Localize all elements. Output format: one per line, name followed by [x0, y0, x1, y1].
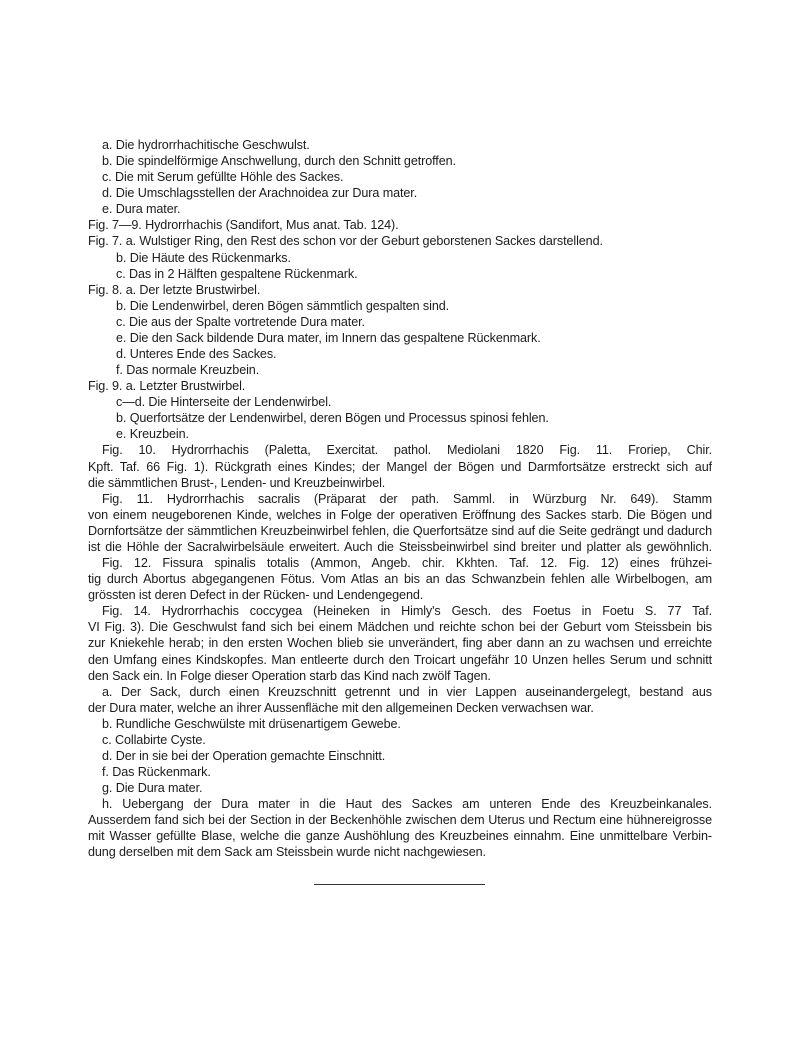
caption-line: b. Rundliche Geschwülste mit drüsenartigem Gewebe. [102, 716, 401, 731]
figure-heading: Fig. 8. a. Der letzte Brustwirbel. [88, 282, 261, 297]
paragraph-line: Dornfortsätze der sämmtlichen Kreuzbeinwirbel fehlen, die Querfortsätze sind auf die Seite gedrängt und dadurch [88, 523, 712, 538]
paragraph-line: ist die Höhle der Sacralwirbelsäule erweitert. Auch die Steissbeinwirbel sind breiter und platter als gewöhnlich. [88, 539, 712, 554]
caption-line: e. Dura mater. [102, 202, 181, 217]
caption-line: c. Die aus der Spalte vortretende Dura mater. [116, 314, 365, 329]
paragraph-line: den Umfang eines Kindskopfes. Man entleerte durch den Troicart ungefähr 10 Unzen helles Serum und schnitt [88, 652, 712, 667]
caption-line: b. Querfortsätze der Lendenwirbel, deren Bögen und Processus spinosi fehlen. [116, 411, 549, 426]
paragraph-line: VI Fig. 3). Die Geschwulst fand sich bei einem Mädchen und reichte schon bei der Geburt vom Steissbein bis [88, 620, 712, 635]
caption-line: c. Die mit Serum gefüllte Höhle des Sackes. [102, 170, 344, 185]
paragraph-line: tig durch Abortus abgegangenen Fötus. Vom Atlas an bis an das Schwanzbein fehlen alle Wirbelbogen, am [88, 572, 712, 587]
paragraph-line: h. Uebergang der Dura mater in die Haut des Sackes am unteren Ende des Kreuzbeinkanales. [102, 797, 712, 812]
paragraph-line: Fig. 10. Hydrorrhachis (Paletta, Exercitat. pathol. Mediolani 1820 Fig. 11. Froriep, Chir. [102, 443, 712, 458]
paragraph-line: Fig. 14. Hydrorrhachis coccygea (Heineken in Himly's Gesch. des Foetus in Foetu S. 77 Taf. [102, 604, 712, 619]
figure-explanation-text [88, 137, 712, 861]
paragraph-line: Ausserdem fand sich bei der Section in der Beckenhöhle zwischen dem Uterus und Rectum eine hühnereigrosse [88, 813, 712, 828]
caption-line: d. Der in sie bei der Operation gemachte Einschnitt. [102, 748, 386, 763]
paragraph-line: Fig. 12. Fissura spinalis totalis (Ammon, Angeb. chir. Kkhten. Taf. 12. Fig. 12) eines frühzei- [102, 556, 712, 571]
figure-heading: Fig. 7. a. Wulstiger Ring, den Rest des schon vor der Geburt geborstenen Sackes darstellend. [88, 234, 603, 249]
figure-heading: Fig. 7—9. Hydrorrhachis (Sandifort, Mus anat. Tab. 124). [88, 218, 399, 233]
caption-line: e. Kreuzbein. [116, 427, 189, 442]
paragraph-line: dung derselben mit dem Sack am Steissbein wurde nicht nachgewiesen. [88, 845, 486, 860]
paragraph-line: die sämmtlichen Brust-, Lenden- und Kreuzbeinwirbel. [88, 475, 386, 490]
paragraph-line: zur Kniekehle herab; in den ersten Wochen blieb sie unverändert, fing aber dann an zu wachsen und erreichte [88, 636, 712, 651]
caption-line: b. Die Lendenwirbel, deren Bögen sämmtlich gespalten sind. [116, 298, 450, 313]
caption-line: d. Die Umschlagsstellen der Arachnoidea zur Dura mater. [102, 186, 418, 201]
caption-line: e. Die den Sack bildende Dura mater, im Innern das gespaltene Rückenmark. [116, 330, 541, 345]
caption-line: f. Das normale Kreuzbein. [116, 363, 260, 378]
caption-line: c. Collabirte Cyste. [102, 732, 206, 747]
caption-line: c—d. Die Hinterseite der Lendenwirbel. [116, 395, 332, 410]
paragraph-line: den Sack ein. In Folge dieser Operation starb das Kind nach zwölf Tagen. [88, 668, 491, 683]
caption-line: b. Die Häute des Rückenmarks. [116, 250, 291, 265]
caption-line: g. Die Dura mater. [102, 781, 203, 796]
paragraph-line: der Dura mater, welche an ihrer Aussenfläche mit den allgemeinen Decken verwachsen war. [88, 700, 594, 715]
caption-line: a. Die hydrorrhachitische Geschwulst. [102, 138, 310, 152]
caption-line: b. Die spindelförmige Anschwellung, durch den Schnitt getroffen. [102, 154, 456, 169]
end-rule [314, 884, 485, 885]
paragraph-line: von einem neugeborenen Kinde, welches in Folge der operativen Eröffnung des Sackes starb. Die Bögen und [88, 507, 712, 522]
caption-line: c. Das in 2 Hälften gespaltene Rückenmark. [116, 266, 358, 281]
paragraph-line: Kpft. Taf. 66 Fig. 1). Rückgrath eines Kindes; der Mangel der Bögen und Darmfortsätze erstreckt sich auf [88, 459, 712, 474]
paragraph-line: mit Wasser gefüllte Blase, welche die ganze Aushöhlung des Kreuzbeines einnahm. Eine unmittelbare Verbin- [88, 829, 712, 844]
paragraph-line: Fig. 11. Hydrorrhachis sacralis (Präparat der path. Samml. in Würzburg Nr. 649). Stamm [102, 491, 712, 506]
paragraph-line: grössten ist deren Defect in der Rücken- und Lendengegend. [88, 588, 424, 603]
caption-line: d. Unteres Ende des Sackes. [116, 347, 277, 362]
figure-heading: Fig. 9. a. Letzter Brustwirbel. [88, 379, 246, 394]
caption-line: f. Das Rückenmark. [102, 765, 211, 780]
paragraph-line: a. Der Sack, durch einen Kreuzschnitt getrennt und in vier Lappen auseinandergelegt, bestand aus [102, 684, 712, 699]
